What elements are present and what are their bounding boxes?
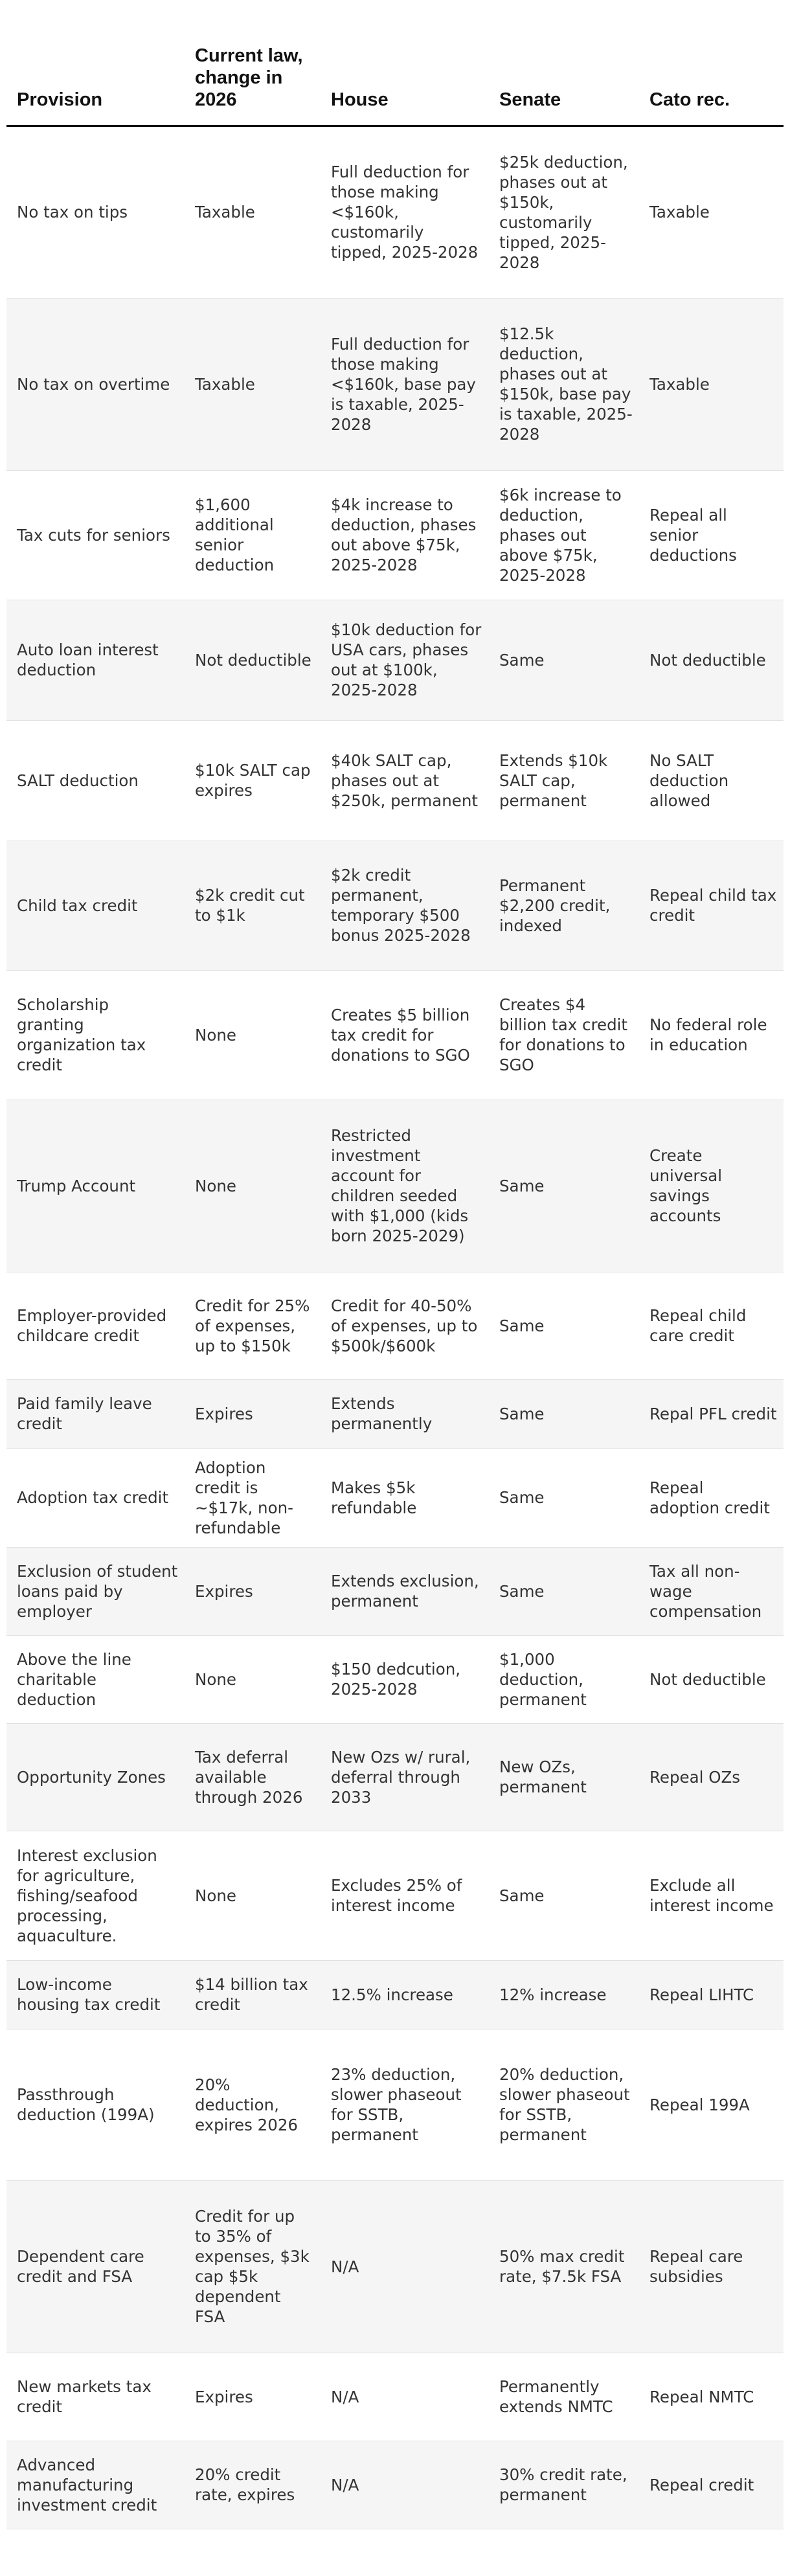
house-cell: Makes $5k refundable <box>321 1448 489 1547</box>
cato-rec-cell: Repeal child care credit <box>639 1272 784 1379</box>
senate-cell: Same <box>489 1831 639 1960</box>
provision-cell: Scholarship granting organization tax credit <box>6 970 185 1100</box>
house-cell: Full deduction for those making <$160k, customarily tipped, 2025-2028 <box>321 126 489 298</box>
table-row <box>6 470 784 600</box>
current-law-cell: Expires <box>185 1379 321 1448</box>
cato-rec-cell: Not deductible <box>639 1635 784 1723</box>
table-row <box>6 720 784 841</box>
current-law-cell: Expires <box>185 2353 321 2441</box>
header-senate: Senate <box>489 0 639 126</box>
current-law-cell: 20% credit rate, expires <box>185 2441 321 2529</box>
senate-cell: Same <box>489 1100 639 1272</box>
provision-cell: Dependent care credit and FSA <box>6 2180 185 2353</box>
cato-rec-cell: Repeal child tax credit <box>639 841 784 970</box>
header-house: House <box>321 0 489 126</box>
senate-cell: Same <box>489 600 639 720</box>
current-law-cell: $10k SALT cap expires <box>185 720 321 841</box>
cato-rec-cell: Repeal NMTC <box>639 2353 784 2441</box>
senate-cell: 20% deduction, slower phaseout for SSTB, permanent <box>489 2029 639 2180</box>
provision-cell: No tax on tips <box>6 126 185 298</box>
table-row <box>6 1547 784 1635</box>
provision-cell: Child tax credit <box>6 841 185 970</box>
senate-cell: Permanent $2,200 credit, indexed <box>489 841 639 970</box>
current-law-cell: Adoption credit is ~$17k, non-refundable <box>185 1448 321 1547</box>
house-cell: $10k deduction for USA cars, phases out at $100k, 2025-2028 <box>321 600 489 720</box>
header-row <box>6 0 784 126</box>
table-row <box>6 2441 784 2529</box>
provision-cell: No tax on overtime <box>6 298 185 470</box>
current-law-cell: Credit for 25% of expenses, up to $150k <box>185 1272 321 1379</box>
cato-rec-cell: Repeal all senior deductions <box>639 470 784 600</box>
house-cell: $150 dedcution, 2025-2028 <box>321 1635 489 1723</box>
table-row <box>6 970 784 1100</box>
cato-rec-cell: Exclude all interest income <box>639 1831 784 1960</box>
provision-cell: Interest exclusion for agriculture, fishing/seafood processing, aquaculture. <box>6 1831 185 1960</box>
provision-cell: Trump Account <box>6 1100 185 1272</box>
house-cell: N/A <box>321 2180 489 2353</box>
provision-cell: Passthrough deduction (199A) <box>6 2029 185 2180</box>
senate-cell: $6k increase to deduction, phases out above $75k, 2025-2028 <box>489 470 639 600</box>
senate-cell: Same <box>489 1448 639 1547</box>
current-law-cell: Tax deferral available through 2026 <box>185 1723 321 1831</box>
provision-cell: Opportunity Zones <box>6 1723 185 1831</box>
current-law-cell: $14 billion tax credit <box>185 1960 321 2029</box>
house-cell: $4k increase to deduction, phases out above $75k, 2025-2028 <box>321 470 489 600</box>
table-row <box>6 298 784 470</box>
provision-cell: Paid family leave credit <box>6 1379 185 1448</box>
house-cell: Excludes 25% of interest income <box>321 1831 489 1960</box>
house-cell: Extends exclusion, permanent <box>321 1547 489 1635</box>
current-law-cell: Credit for up to 35% of expenses, $3k cap $5k dependent FSA <box>185 2180 321 2353</box>
current-law-cell: Expires <box>185 1547 321 1635</box>
provision-cell: Low-income housing tax credit <box>6 1960 185 2029</box>
provision-cell: Tax cuts for seniors <box>6 470 185 600</box>
cato-rec-cell: Taxable <box>639 298 784 470</box>
provision-cell: Exclusion of student loans paid by employer <box>6 1547 185 1635</box>
senate-cell: 12% increase <box>489 1960 639 2029</box>
senate-cell: Creates $4 billion tax credit for donations to SGO <box>489 970 639 1100</box>
senate-cell: Extends $10k SALT cap, permanent <box>489 720 639 841</box>
current-law-cell: None <box>185 1831 321 1960</box>
current-law-cell: None <box>185 1635 321 1723</box>
current-law-cell: Taxable <box>185 126 321 298</box>
table-row <box>6 600 784 720</box>
current-law-cell: None <box>185 970 321 1100</box>
provision-cell: Employer-provided childcare credit <box>6 1272 185 1379</box>
cato-rec-cell: Repeal credit <box>639 2441 784 2529</box>
provisions-table <box>6 0 784 2529</box>
senate-cell: 50% max credit rate, $7.5k FSA <box>489 2180 639 2353</box>
house-cell: Credit for 40-50% of expenses, up to $500k/$600k <box>321 1272 489 1379</box>
table-row <box>6 2180 784 2353</box>
table-row <box>6 1635 784 1723</box>
senate-cell: New OZs, permanent <box>489 1723 639 1831</box>
header-current-law: Current law, change in 2026 <box>185 0 321 126</box>
table-row <box>6 2353 784 2441</box>
house-cell: Extends permanently <box>321 1379 489 1448</box>
senate-cell: $1,000 deduction, permanent <box>489 1635 639 1723</box>
table-row <box>6 1448 784 1547</box>
house-cell: $2k credit permanent, temporary $500 bonus 2025-2028 <box>321 841 489 970</box>
current-law-cell: $1,600 additional senior deduction <box>185 470 321 600</box>
senate-cell: Same <box>489 1272 639 1379</box>
house-cell: 12.5% increase <box>321 1960 489 2029</box>
senate-cell: Permanently extends NMTC <box>489 2353 639 2441</box>
cato-rec-cell: Tax all non-wage compensation <box>639 1547 784 1635</box>
house-cell: 23% deduction, slower phaseout for SSTB, permanent <box>321 2029 489 2180</box>
house-cell: New Ozs w/ rural, deferral through 2033 <box>321 1723 489 1831</box>
cato-rec-cell: No SALT deduction allowed <box>639 720 784 841</box>
provision-cell: Adoption tax credit <box>6 1448 185 1547</box>
house-cell: Restricted investment account for children seeded with $1,000 (kids born 2025-2029) <box>321 1100 489 1272</box>
cato-rec-cell: Repal PFL credit <box>639 1379 784 1448</box>
house-cell: Creates $5 billion tax credit for donations to SGO <box>321 970 489 1100</box>
table-row <box>6 126 784 298</box>
table-row <box>6 2029 784 2180</box>
house-cell: N/A <box>321 2441 489 2529</box>
cato-rec-cell: Repeal OZs <box>639 1723 784 1831</box>
current-law-cell: None <box>185 1100 321 1272</box>
provision-cell: Auto loan interest deduction <box>6 600 185 720</box>
senate-cell: 30% credit rate, permanent <box>489 2441 639 2529</box>
table-header <box>6 0 784 126</box>
current-law-cell: Not deductible <box>185 600 321 720</box>
senate-cell: Same <box>489 1379 639 1448</box>
cato-rec-cell: Repeal adoption credit <box>639 1448 784 1547</box>
house-cell: $40k SALT cap, phases out at $250k, permanent <box>321 720 489 841</box>
provision-cell: Above the line charitable deduction <box>6 1635 185 1723</box>
senate-cell: $25k deduction, phases out at $150k, customarily tipped, 2025-2028 <box>489 126 639 298</box>
header-provision: Provision <box>6 0 185 126</box>
current-law-cell: $2k credit cut to $1k <box>185 841 321 970</box>
header-cato-rec: Cato rec. <box>639 0 784 126</box>
table-row <box>6 1960 784 2029</box>
provision-cell: SALT deduction <box>6 720 185 841</box>
cato-rec-cell: Repeal LIHTC <box>639 1960 784 2029</box>
table-row <box>6 1723 784 1831</box>
provision-cell: Advanced manufacturing investment credit <box>6 2441 185 2529</box>
cato-rec-cell: Create universal savings accounts <box>639 1100 784 1272</box>
senate-cell: $12.5k deduction, phases out at $150k, base pay is taxable, 2025-2028 <box>489 298 639 470</box>
current-law-cell: Taxable <box>185 298 321 470</box>
provision-cell: New markets tax credit <box>6 2353 185 2441</box>
table-row <box>6 1272 784 1379</box>
house-cell: Full deduction for those making <$160k, base pay is taxable, 2025-2028 <box>321 298 489 470</box>
cato-rec-cell: No federal role in education <box>639 970 784 1100</box>
table-row <box>6 1100 784 1272</box>
cato-rec-cell: Not deductible <box>639 600 784 720</box>
table-body <box>6 126 784 2529</box>
house-cell: N/A <box>321 2353 489 2441</box>
table-row <box>6 1379 784 1448</box>
cato-rec-cell: Taxable <box>639 126 784 298</box>
current-law-cell: 20% deduction, expires 2026 <box>185 2029 321 2180</box>
cato-rec-cell: Repeal 199A <box>639 2029 784 2180</box>
senate-cell: Same <box>489 1547 639 1635</box>
table-row <box>6 841 784 970</box>
table-row <box>6 1831 784 1960</box>
cato-rec-cell: Repeal care subsidies <box>639 2180 784 2353</box>
